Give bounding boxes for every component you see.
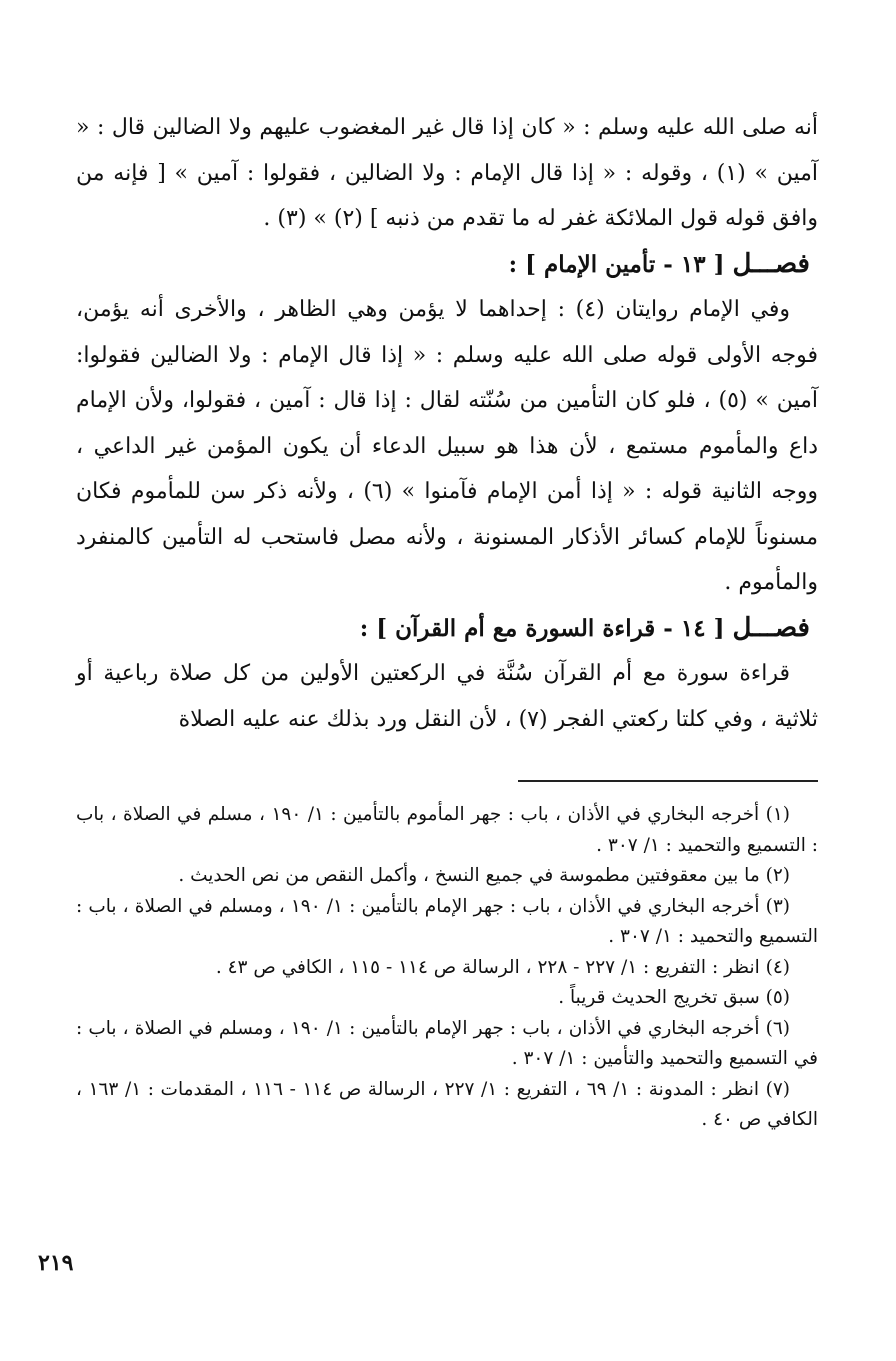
- opening-paragraph: أنه صلى الله عليه وسلم : « كان إذا قال غير المغضوب عليهم ولا الضالين قال : « آمين » (١) ، وقوله : « إذا قال الإمام : ولا الضالين ، فقولوا : آمين » [ فإنه من وافق قوله قول الملائكة غفر له ما تقدم من ذنبه ] (٢) » (٣) .: [76, 115, 818, 231]
- section-14-heading: [76, 606, 818, 652]
- footnote-divider: [518, 780, 818, 782]
- footnotes: [76, 800, 818, 1136]
- section-14-body: قراءة سورة مع أم القرآن سُنَّة في الركعتين الأولين من كل صلاة رباعية أو ثلاثية ، وفي كلتا ركعتي الفجر (٧) ، لأن النقل ورد بذلك عنه عليه الصلاة: [76, 661, 818, 732]
- section-14-fasl: فصـــل: [732, 612, 810, 643]
- section-13-heading: [76, 242, 818, 288]
- section-13-title: [ ١٣ - تأمين الإمام ] :: [508, 250, 725, 278]
- footnote-2: (٢) ما بين معقوفتين مطموسة في جميع النسخ ، وأكمل النقص من نص الحديث .: [178, 865, 790, 886]
- section-13-body: وفي الإمام روايتان (٤) : إحداهما لا يؤمن وهي الظاهر ، والأخرى أنه يؤمن، فوجه الأولى قوله صلى الله عليه وسلم : « إذا قال الإمام : ولا الضالين فقولوا: آمين » (٥) ، فلو كان التأمين من سُنّته لقال : إذا قال : آمين ، فقولوا، ولأن الإمام داع والمأموم مستمع ، لأن هذا هو سبيل الدعاء أن يكون المؤمن غير الداعي ، ووجه الثانية قوله : « إذا أمن الإمام فآمنوا » (٦) ، ولأنه ذكر سن للمأموم فكان مسنوناً للإمام كسائر الأذكار المسنونة ، ولأنه مصل فاستحب له التأمين كالمنفرد والمأموم .: [76, 297, 819, 595]
- section-13-fasl: فصـــل: [732, 248, 810, 279]
- footnote-7: (٧) انظر : المدونة : ١/ ٦٩ ، التفريع : ١/ ٢٢٧ ، الرسالة ص ١١٤ - ١١٦ ، المقدمات : ١/ ١٦٣ ، الكافي ص ٤٠ .: [76, 1078, 818, 1130]
- footnote-5: (٥) سبق تخريج الحديث قريباً .: [558, 987, 790, 1008]
- footnote-1: (١) أخرجه البخاري في الأذان ، باب : جهر المأموم بالتأمين : ١/ ١٩٠ ، مسلم في الصلاة ، باب : التسميع والتحميد : ١/ ٣٠٧ .: [76, 804, 818, 856]
- section-14-title: [ ١٤ - قراءة السورة مع أم القرآن ] :: [359, 614, 725, 642]
- page-number: ٢١٩: [38, 1250, 74, 1276]
- footnote-6: (٦) أخرجه البخاري في الأذان ، باب : جهر الإمام بالتأمين : ١/ ١٩٠ ، ومسلم في الصلاة ، باب : في التسميع والتحميد والتأمين : ١/ ٣٠٧ .: [76, 1017, 818, 1069]
- footnote-3: (٣) أخرجه البخاري في الأذان ، باب : جهر الإمام بالتأمين : ١/ ١٩٠ ، ومسلم في الصلاة ، باب : التسميع والتحميد : ١/ ٣٠٧ .: [76, 895, 818, 947]
- footnote-4: (٤) انظر : التفريع : ١/ ٢٢٧ - ٢٢٨ ، الرسالة ص ١١٤ - ١١٥ ، الكافي ص ٤٣ .: [215, 956, 790, 978]
- main-text: [76, 105, 818, 742]
